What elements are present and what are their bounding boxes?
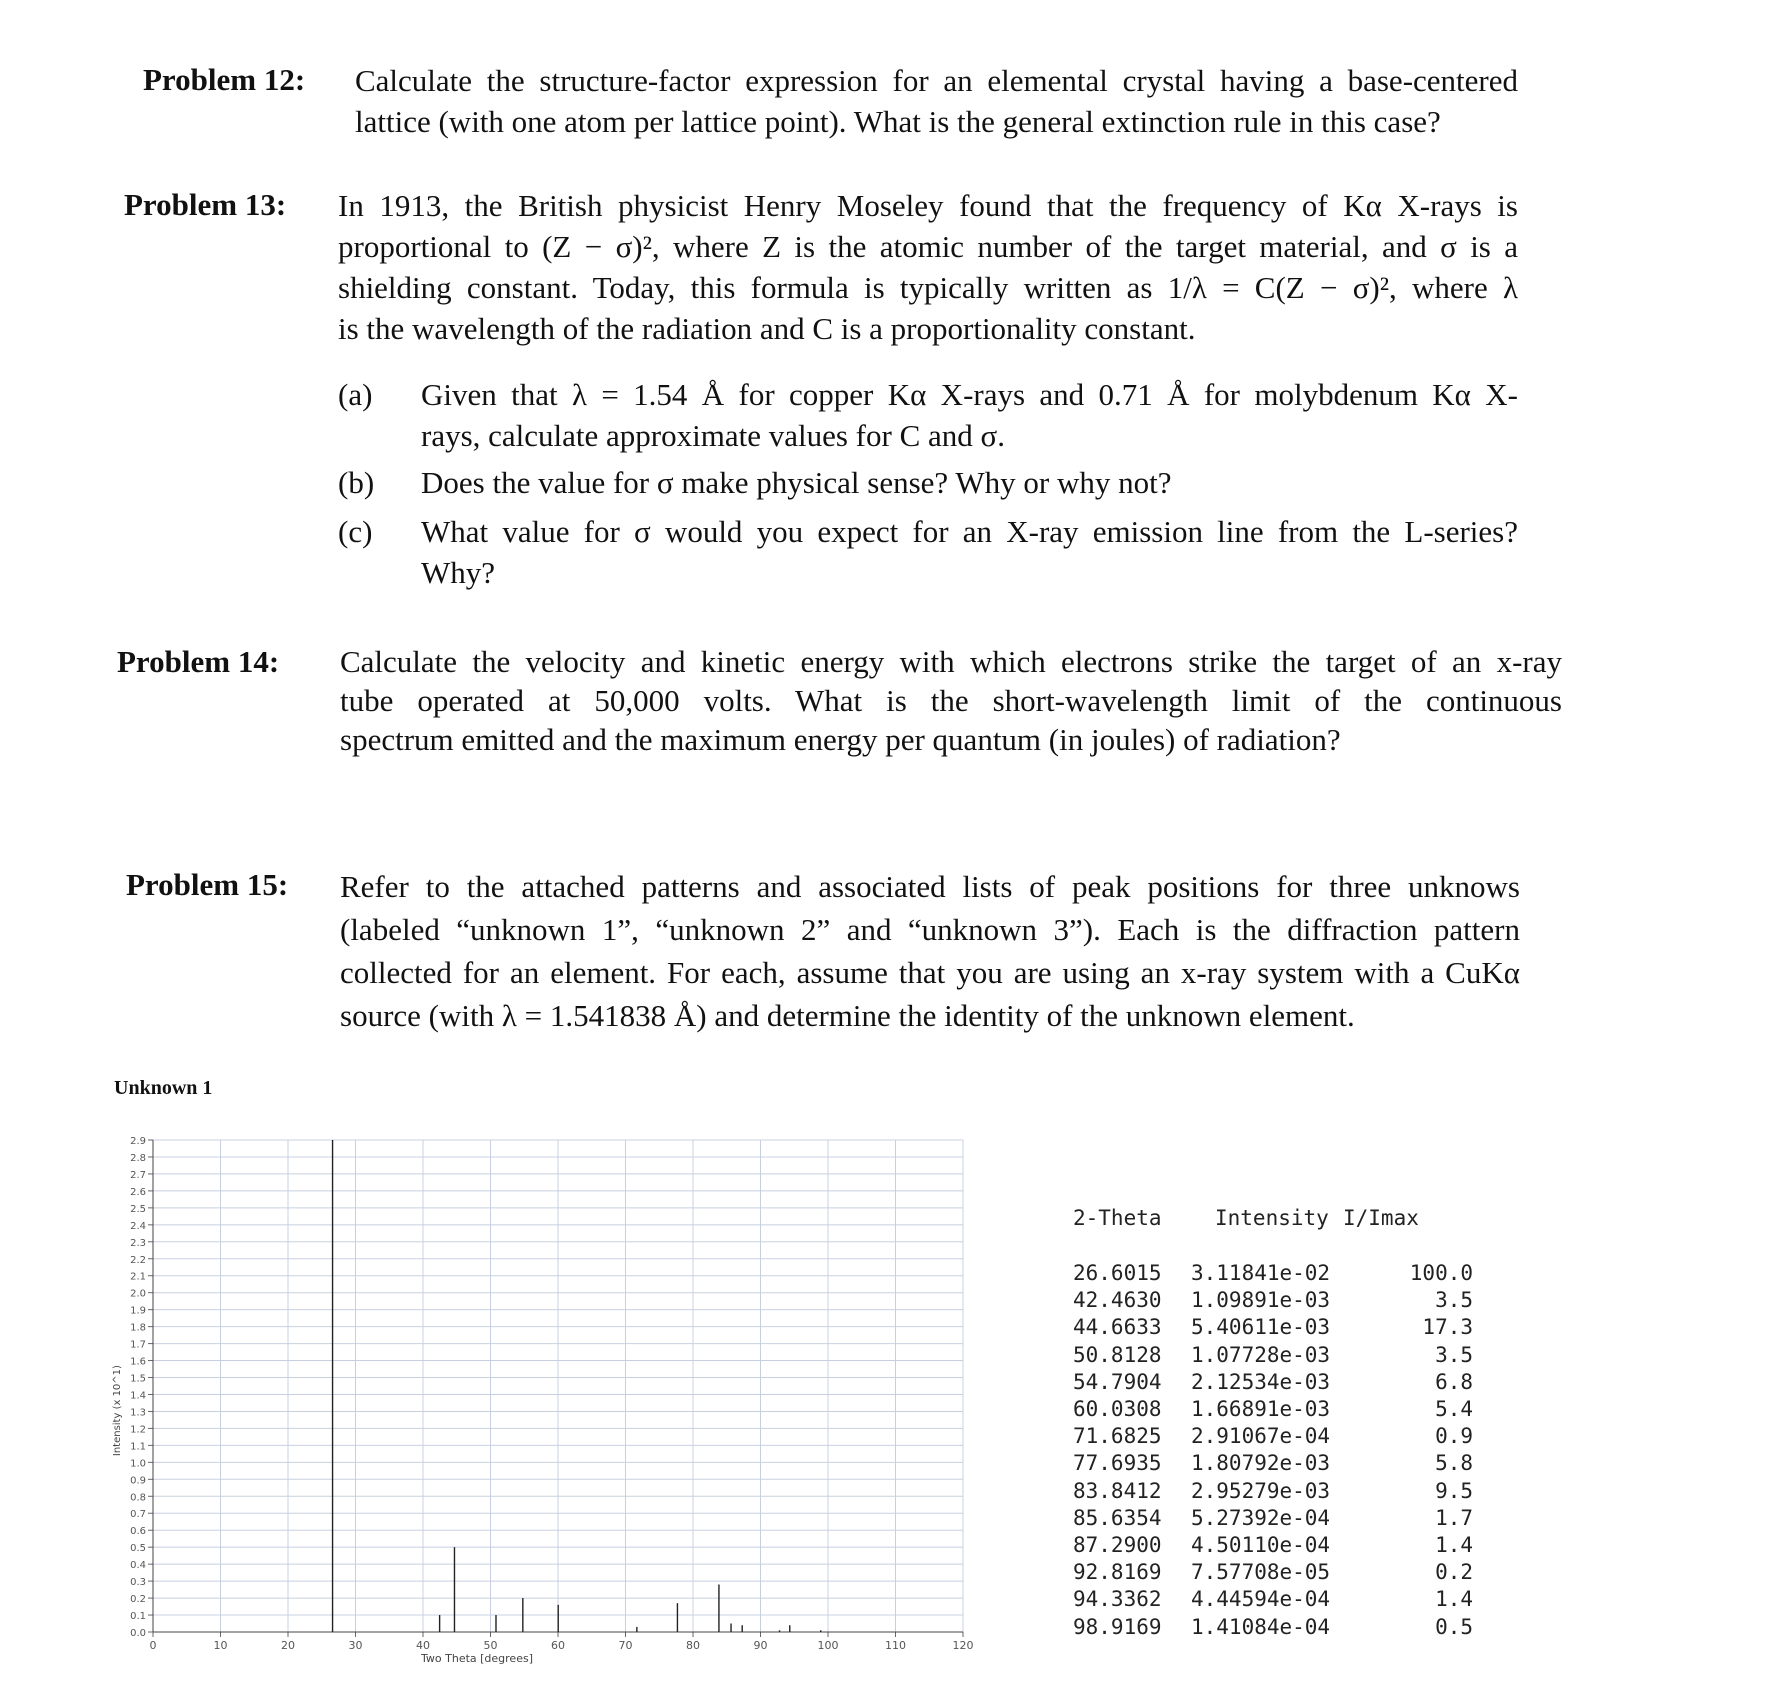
- y-tick-label: 1.1: [130, 1441, 146, 1453]
- y-tick-label: 0.1: [130, 1611, 146, 1623]
- table-cell-2theta: 87.2900: [1073, 1533, 1162, 1557]
- y-tick-label: 2.6: [130, 1186, 146, 1198]
- y-tick-label: 2.8: [130, 1152, 146, 1164]
- table-cell-imax: 1.7: [1435, 1505, 1473, 1530]
- table-cell-2theta: 83.8412: [1073, 1478, 1162, 1503]
- y-tick-label: 1.8: [130, 1322, 146, 1334]
- table-cell-intensity: 3.11841e-02: [1191, 1261, 1331, 1285]
- table-cell-imax: 1.4: [1435, 1587, 1473, 1612]
- problem-12-text: [355, 60, 1518, 142]
- table-cell-intensity: 5.27392e-04: [1191, 1505, 1331, 1530]
- text-line: In 1913, the British physicist Henry Moseley found that the frequency of Kα X-rays is: [338, 188, 1518, 223]
- table-cell-imax: 100.0: [1409, 1261, 1473, 1285]
- table-cell-intensity: 1.66891e-03: [1191, 1397, 1331, 1421]
- y-tick-label: 1.9: [130, 1305, 146, 1317]
- x-tick-label: 40: [416, 1639, 430, 1652]
- y-tick-label: 0.0: [130, 1628, 146, 1639]
- table-cell-imax: 0.9: [1435, 1424, 1473, 1449]
- table-cell-intensity: 1.80792e-03: [1191, 1451, 1331, 1476]
- text-line: spectrum emitted and the maximum energy per quantum (in joules) of radiation?: [340, 722, 1341, 757]
- table-cell-imax: 5.8: [1435, 1451, 1473, 1476]
- table-cell-intensity: 2.95279e-03: [1191, 1478, 1331, 1503]
- text-line: tube operated at 50,000 volts. What is the short-wavelength limit of the continuous: [340, 683, 1562, 718]
- table-cell-2theta: 50.8128: [1073, 1342, 1162, 1367]
- text-line: lattice (with one atom per lattice point). What is the general extinction rule in this case?: [355, 104, 1441, 139]
- x-tick-label: 120: [952, 1639, 974, 1652]
- table-row: [1073, 1451, 1473, 1478]
- table-row: [1073, 1315, 1473, 1342]
- text-line: (labeled “unknown 1”, “unknown 2” and “unknown 3”). Each is the diffraction pattern: [340, 912, 1520, 947]
- y-tick-label: 2.5: [130, 1203, 146, 1215]
- table-row: [1073, 1506, 1473, 1533]
- x-tick-label: 30: [348, 1639, 363, 1652]
- y-tick-label: 2.2: [130, 1254, 146, 1266]
- unknown-1-title: Unknown 1: [114, 1077, 213, 1099]
- table-cell-imax: 6.8: [1435, 1369, 1473, 1394]
- text-line: proportional to (Z − σ)², where Z is the atomic number of the target material, and σ is a: [338, 229, 1518, 264]
- y-tick-label: 0.4: [130, 1560, 146, 1572]
- problem-15-label: Problem 15:: [126, 867, 289, 902]
- table-cell-intensity: 5.40611e-03: [1191, 1315, 1331, 1340]
- table-cell-2theta: 98.9169: [1073, 1614, 1162, 1639]
- y-tick-label: 1.7: [130, 1339, 146, 1351]
- table-cell-imax: 0.5: [1435, 1614, 1473, 1639]
- part-label: (c): [338, 514, 373, 549]
- text-line: Given that λ = 1.54 Å for copper Kα X-rays and 0.71 Å for molybdenum Kα X-: [421, 377, 1518, 412]
- table-cell-2theta: 85.6354: [1073, 1505, 1162, 1530]
- y-tick-label: 2.7: [130, 1169, 146, 1181]
- table-cell-2theta: 94.3362: [1073, 1587, 1162, 1612]
- table-cell-2theta: 71.6825: [1073, 1424, 1162, 1449]
- table-cell-intensity: 1.09891e-03: [1191, 1288, 1331, 1313]
- y-tick-label: 0.5: [130, 1543, 146, 1555]
- table-cell-2theta: 92.8169: [1073, 1560, 1162, 1585]
- part-label: (b): [338, 465, 375, 500]
- text-line: Why?: [421, 555, 496, 590]
- table-row: [1073, 1397, 1473, 1424]
- table-cell-intensity: 4.50110e-04: [1191, 1533, 1331, 1557]
- y-tick-label: 2.3: [130, 1237, 146, 1249]
- table-cell-imax: 3.5: [1435, 1342, 1473, 1367]
- text-line: source (with λ = 1.541838 Å) and determine the identity of the unknown element.: [340, 998, 1355, 1033]
- text-line: shielding constant. Today, this formula is typically written as 1/λ = C(Z − σ)², where λ: [338, 270, 1518, 305]
- y-tick-label: 1.4: [130, 1390, 146, 1402]
- table-cell-intensity: 7.57708e-05: [1191, 1560, 1331, 1585]
- text-line: Calculate the structure-factor expression for an elemental crystal having a base-centered: [355, 63, 1518, 98]
- table-cell-imax: 9.5: [1435, 1478, 1473, 1503]
- table-cell-imax: 1.4: [1435, 1533, 1473, 1557]
- problem-13-text: [338, 185, 1518, 349]
- x-tick-label: 100: [817, 1639, 839, 1652]
- table-row: [1073, 1370, 1473, 1397]
- y-tick-label: 2.0: [130, 1288, 146, 1300]
- y-tick-label: 1.0: [130, 1458, 146, 1470]
- table-cell-imax: 17.3: [1422, 1315, 1473, 1340]
- table-cell-2theta: 44.6633: [1073, 1315, 1162, 1340]
- part-label: (a): [338, 377, 373, 412]
- text-line: collected for an element. For each, assume that you are using an x-ray system with a CuKα: [340, 955, 1520, 990]
- table-header-intensity: Intensity: [1215, 1206, 1329, 1230]
- problem-13-part-b: [338, 462, 1518, 503]
- table-cell-intensity: 4.44594e-04: [1191, 1587, 1331, 1612]
- table-cell-imax: 5.4: [1435, 1397, 1473, 1421]
- table-cell-intensity: 1.41084e-04: [1191, 1614, 1331, 1639]
- text-line: is the wavelength of the radiation and C is a proportionality constant.: [338, 311, 1196, 346]
- y-tick-label: 2.4: [130, 1220, 146, 1232]
- table-cell-2theta: 60.0308: [1073, 1397, 1162, 1421]
- table-row: [1073, 1424, 1473, 1451]
- text-line: Refer to the attached patterns and associated lists of peak positions for three unknows: [340, 869, 1520, 904]
- table-header-2theta: 2-Theta: [1073, 1206, 1162, 1230]
- x-tick-label: 70: [618, 1639, 633, 1652]
- y-tick-label: 0.7: [130, 1509, 146, 1521]
- y-tick-label: 0.6: [130, 1526, 146, 1538]
- x-tick-label: 80: [686, 1639, 700, 1652]
- text-line: What value for σ would you expect for an X-ray emission line from the L-series?: [421, 514, 1518, 549]
- y-tick-label: 2.1: [130, 1271, 146, 1283]
- problem-13-part-c: [338, 511, 1518, 595]
- table-cell-imax: 3.5: [1435, 1288, 1473, 1313]
- y-tick-label: 1.6: [130, 1356, 146, 1368]
- table-cell-intensity: 2.12534e-03: [1191, 1369, 1331, 1394]
- x-tick-label: 90: [753, 1639, 768, 1652]
- table-cell-intensity: 2.91067e-04: [1191, 1424, 1331, 1449]
- y-axis-label: Intensity (x 10^1): [112, 1365, 123, 1457]
- y-tick-label: 0.2: [130, 1594, 146, 1606]
- x-tick-label: 20: [281, 1639, 295, 1652]
- table-row: [1073, 1479, 1473, 1506]
- table-header-imax: I/Imax: [1343, 1206, 1419, 1230]
- table-row: [1073, 1343, 1473, 1370]
- x-tick-label: 60: [551, 1639, 565, 1652]
- problem-13-label: Problem 13:: [124, 187, 287, 222]
- diffraction-chart: [108, 1130, 988, 1670]
- y-tick-label: 0.9: [130, 1475, 146, 1487]
- table-cell-2theta: 77.6935: [1073, 1451, 1162, 1476]
- text-line: Calculate the velocity and kinetic energy with which electrons strike the target of an x-ray: [340, 644, 1562, 679]
- table-row: [1073, 1615, 1473, 1642]
- y-tick-label: 1.2: [130, 1424, 146, 1436]
- table-cell-2theta: 42.4630: [1073, 1288, 1162, 1313]
- table-row: [1073, 1587, 1473, 1614]
- x-axis-label: Two Theta [degrees]: [421, 1652, 533, 1665]
- table-cell-2theta: 26.6015: [1073, 1261, 1162, 1285]
- problem-14-label: Problem 14:: [117, 644, 280, 679]
- problem-12-label: Problem 12:: [143, 62, 306, 97]
- x-tick-label: 110: [885, 1639, 906, 1652]
- problem-14-text: [340, 642, 1562, 759]
- table-row: [1073, 1560, 1473, 1587]
- y-tick-label: 1.5: [130, 1373, 146, 1385]
- text-line: Does the value for σ make physical sense? Why or why not?: [421, 465, 1172, 500]
- y-tick-label: 2.9: [130, 1136, 146, 1147]
- table-row: [1073, 1261, 1473, 1288]
- table-row: [1073, 1288, 1473, 1315]
- y-tick-label: 0.3: [130, 1577, 146, 1589]
- y-tick-label: 1.3: [130, 1407, 146, 1419]
- table-row: [1073, 1533, 1473, 1560]
- x-tick-label: 0: [149, 1639, 157, 1652]
- table-cell-2theta: 54.7904: [1073, 1369, 1162, 1394]
- problem-15-text: [340, 865, 1520, 1037]
- y-tick-label: 0.8: [130, 1492, 146, 1504]
- text-line: rays, calculate approximate values for C and σ.: [421, 418, 1005, 453]
- table-cell-intensity: 1.07728e-03: [1191, 1342, 1331, 1367]
- table-cell-imax: 0.2: [1435, 1560, 1473, 1585]
- x-tick-label: 50: [483, 1639, 498, 1652]
- x-tick-label: 10: [213, 1639, 228, 1652]
- problem-13-part-a: [338, 374, 1518, 458]
